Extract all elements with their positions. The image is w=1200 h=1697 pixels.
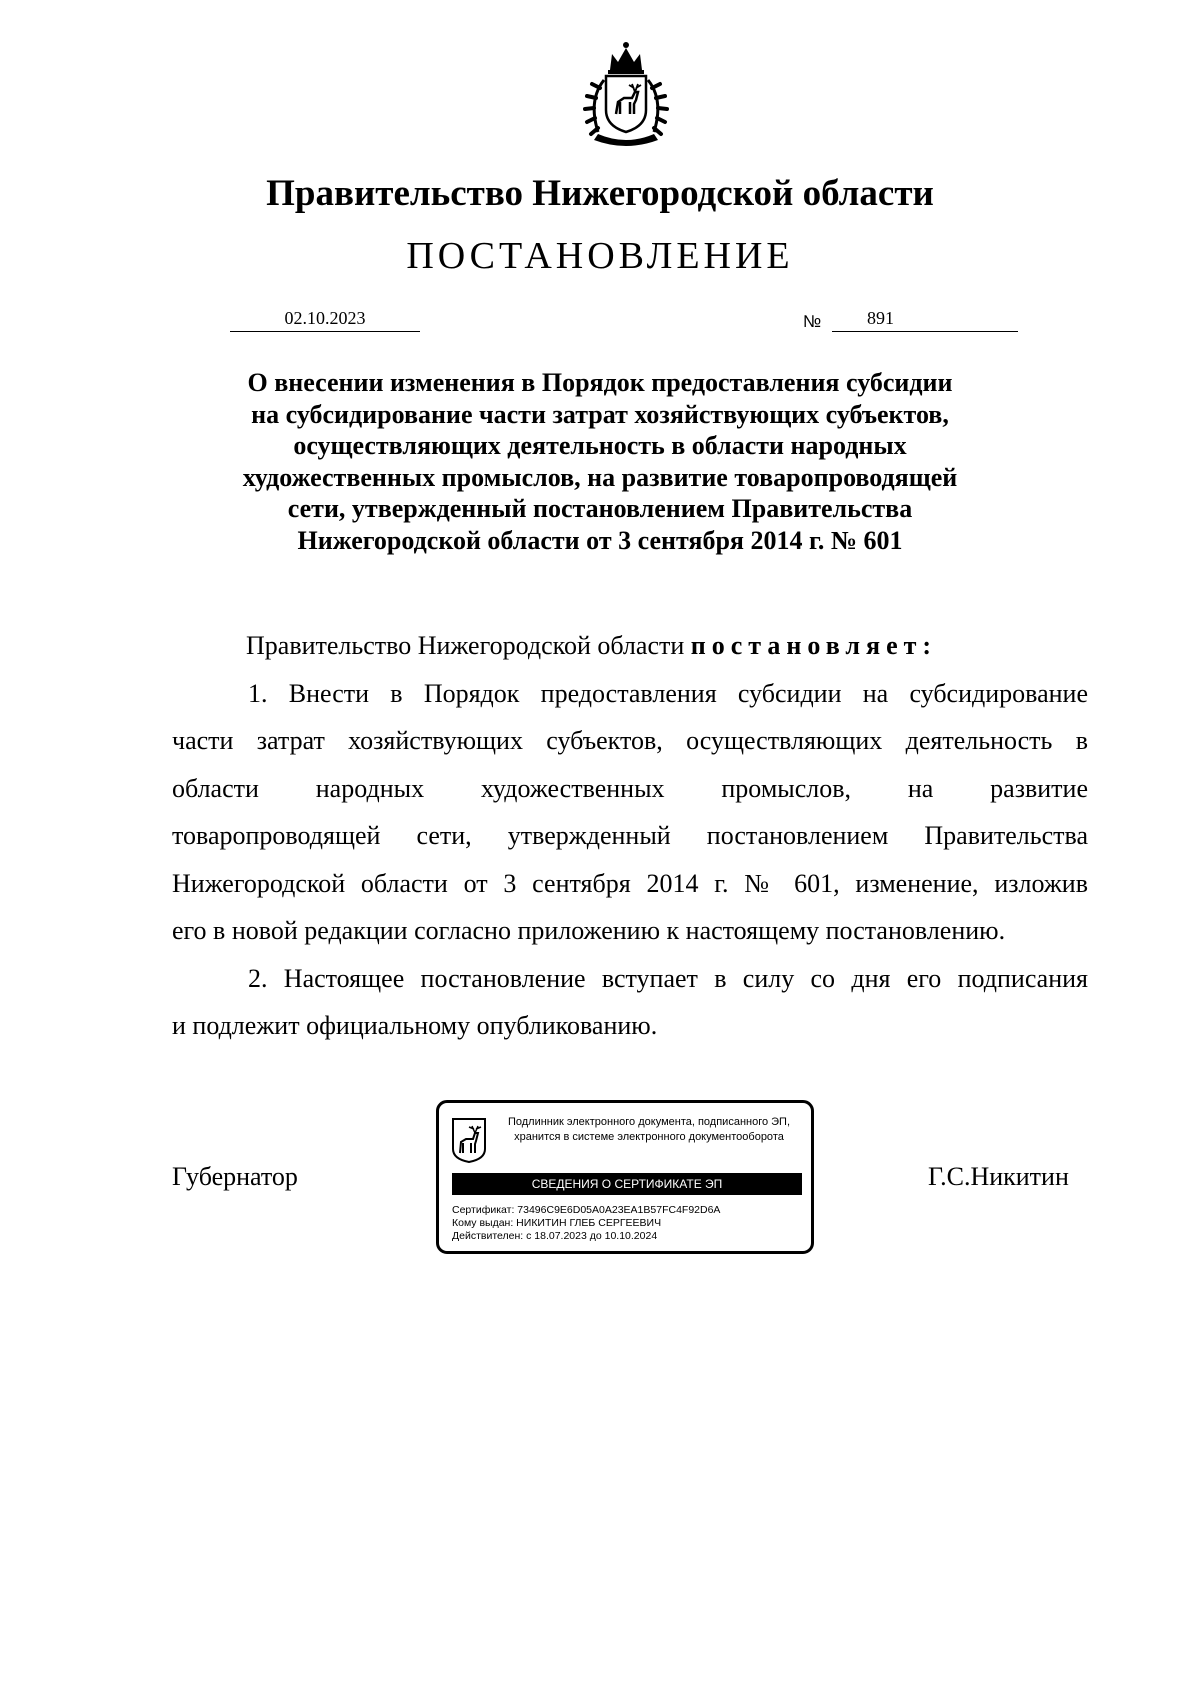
subject-line: на субсидирование части затрат хозяйствующих субъектов, bbox=[251, 399, 949, 429]
subject-line: Нижегородской области от 3 сентября 2014 г. № 601 bbox=[297, 525, 903, 555]
paragraph-2 bbox=[172, 955, 1088, 1050]
stamp-note-line: Подлинник электронного документа, подписанного ЭП, bbox=[507, 1116, 791, 1128]
certificate-header: СВЕДЕНИЯ О СЕРТИФИКАТЕ ЭП bbox=[452, 1173, 802, 1195]
paragraph-line: 1. Внести в Порядок предоставления субсидии на субсидирование bbox=[248, 678, 1088, 708]
preamble-verb: постановляет: bbox=[690, 631, 938, 660]
subject-line: осуществляющих деятельность в области народных bbox=[293, 431, 907, 460]
subject-line: сети, утвержденный постановлением Правительства bbox=[287, 494, 913, 523]
deer-emblem-icon bbox=[451, 1117, 487, 1163]
coat-of-arms-icon bbox=[574, 40, 678, 150]
document-type: ПОСТАНОВЛЕНИЕ bbox=[406, 235, 794, 277]
paragraph-line: и подлежит официальному опубликованию. bbox=[172, 1011, 658, 1040]
signatory-title: Губернатор bbox=[172, 1162, 298, 1191]
signatory-name: Г.С.Никитин bbox=[928, 1162, 1069, 1191]
certificate-owner: Кому выдан: НИКИТИН ГЛЕБ СЕРГЕЕВИЧ bbox=[452, 1217, 662, 1229]
stamp-note-line: хранится в системе электронного документооборота bbox=[514, 1131, 784, 1143]
paragraph-line: товаропроводящей сети, утвержденный постановлением Правительства bbox=[172, 821, 1088, 850]
subject-line: О внесении изменения в Порядок предоставления субсидии bbox=[247, 368, 953, 397]
stamp-note bbox=[491, 1115, 807, 1145]
paragraph-line: области народных художественных промыслов, на развитие bbox=[172, 773, 1088, 803]
certificate-validity: Действителен: с 18.07.2023 до 10.10.2024 bbox=[452, 1230, 658, 1242]
document-subject bbox=[200, 367, 1000, 556]
preamble-text: Правительство Нижегородской области bbox=[246, 631, 691, 660]
paragraph-line: его в новой редакции согласно приложению к настоящему постановлению. bbox=[172, 916, 1006, 945]
paragraph-1 bbox=[172, 670, 1088, 955]
document-number: 891 bbox=[867, 308, 894, 328]
certificate-details bbox=[452, 1204, 720, 1243]
certificate-number: Сертификат: 73496C9E6D05A0A23EA1B57FC4F92D6A bbox=[452, 1204, 721, 1216]
electronic-signature-stamp bbox=[436, 1100, 814, 1254]
number-label: № bbox=[803, 312, 822, 331]
paragraph-line: Нижегородской области от 3 сентября 2014 г. № 601, изменение, изложив bbox=[172, 868, 1088, 898]
subject-line: художественных промыслов, на развитие товаропроводящей bbox=[242, 462, 958, 492]
organization-title: Правительство Нижегородской области bbox=[266, 173, 934, 214]
document-date: 02.10.2023 bbox=[230, 305, 420, 332]
document-body bbox=[172, 622, 1088, 1050]
document-number-field bbox=[832, 305, 1018, 332]
paragraph-line: 2. Настоящее постановление вступает в силу со дня его подписания bbox=[248, 963, 1088, 993]
preamble bbox=[172, 622, 1088, 670]
paragraph-line: части затрат хозяйствующих субъектов, осуществляющих деятельность в bbox=[172, 726, 1088, 755]
